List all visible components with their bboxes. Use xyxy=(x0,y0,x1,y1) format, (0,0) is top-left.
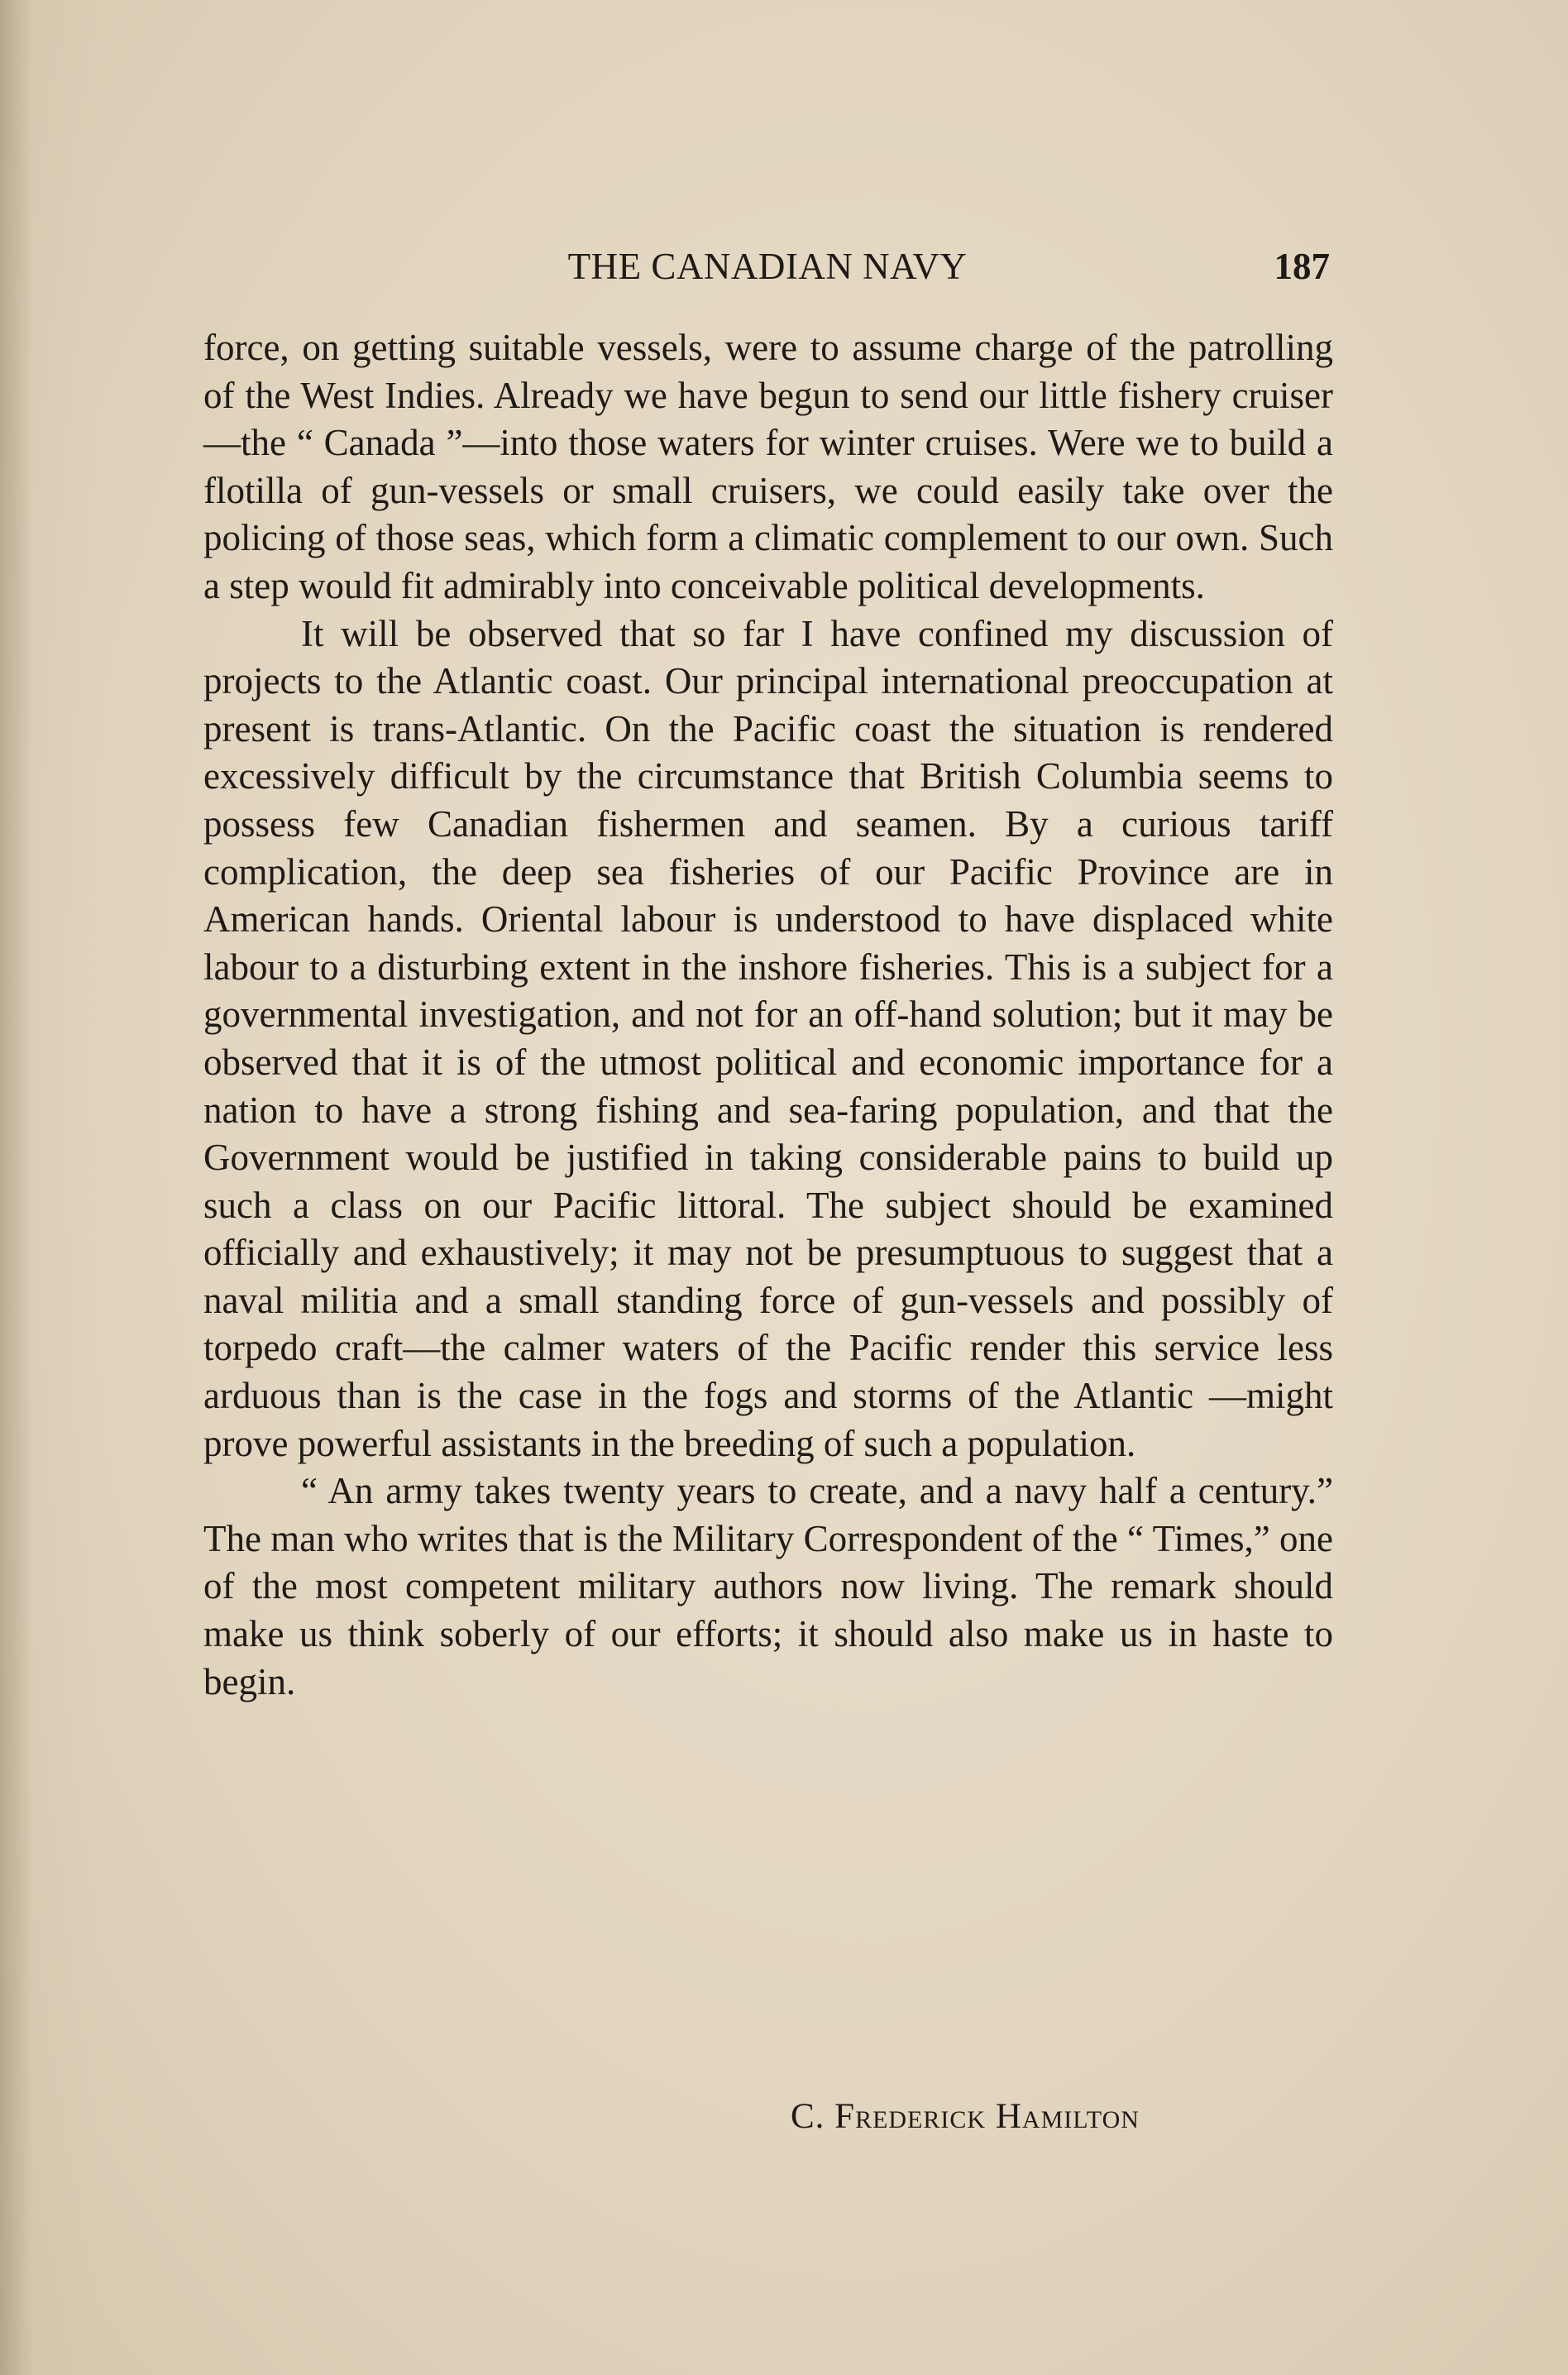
page-number: 187 xyxy=(1274,246,1330,287)
author-signature: C. Frederick Hamilton xyxy=(791,2097,1140,2136)
paragraph-3: “ An army takes twenty years to create, and a navy half a century.” The man who writes that is the Military Correspondent of the “ Times,” one of the most competent military authors now living. The remark should make us think soberly of our efforts; it should also make us in haste to begin. xyxy=(203,1470,1333,1702)
page-header xyxy=(205,245,1330,294)
paragraph-1: force, on getting suitable vessels, were to assume charge of the patrolling of the West Indies. Already we have begun to send our little fishery cruiser—the “ Canada ”—into those waters for winter cruises. Were we to build a flotilla of gun-vessels or small cruisers, we could easily take over the policing of those seas, which form a climatic complement to our own. Such a step would fit admirably into conceivable political developments. xyxy=(203,327,1333,606)
running-title: THE CANADIAN NAVY xyxy=(567,246,968,287)
paragraph-2: It will be observed that so far I have confined my discussion of projects to the Atlantic coast. Our principal international preoccupation at present is trans-Atlantic. On the Pacific coast the situation is rendered excessively difficult by the circumstance that British Columbia seems to possess few Canadian fishermen and seamen. By a curious tariff complication, the deep sea fisheries of our Pacific Province are in American hands. Oriental labour is understood to have displaced white labour to a disturbing extent in the inshore fisheries. This is a subject for a governmental investigation, and not for an off-hand solution; but it may be observed that it is of the utmost political and economic importance for a nation to have a strong fishing and sea-faring population, and that the Government would be justified in taking considerable pains to build up such a class on our Pacific littoral. The subject should be examined officially and exhaustively; it may not be presumptuous to suggest that a naval militia and a small standing force of gun-vessels and possibly of torpedo craft—the calmer waters of the Pacific render this service less arduous than is the case in the fogs and storms of the Atlantic —might prove powerful assistants in the breeding of such a population. xyxy=(203,612,1333,1464)
body-text xyxy=(203,324,1333,1706)
